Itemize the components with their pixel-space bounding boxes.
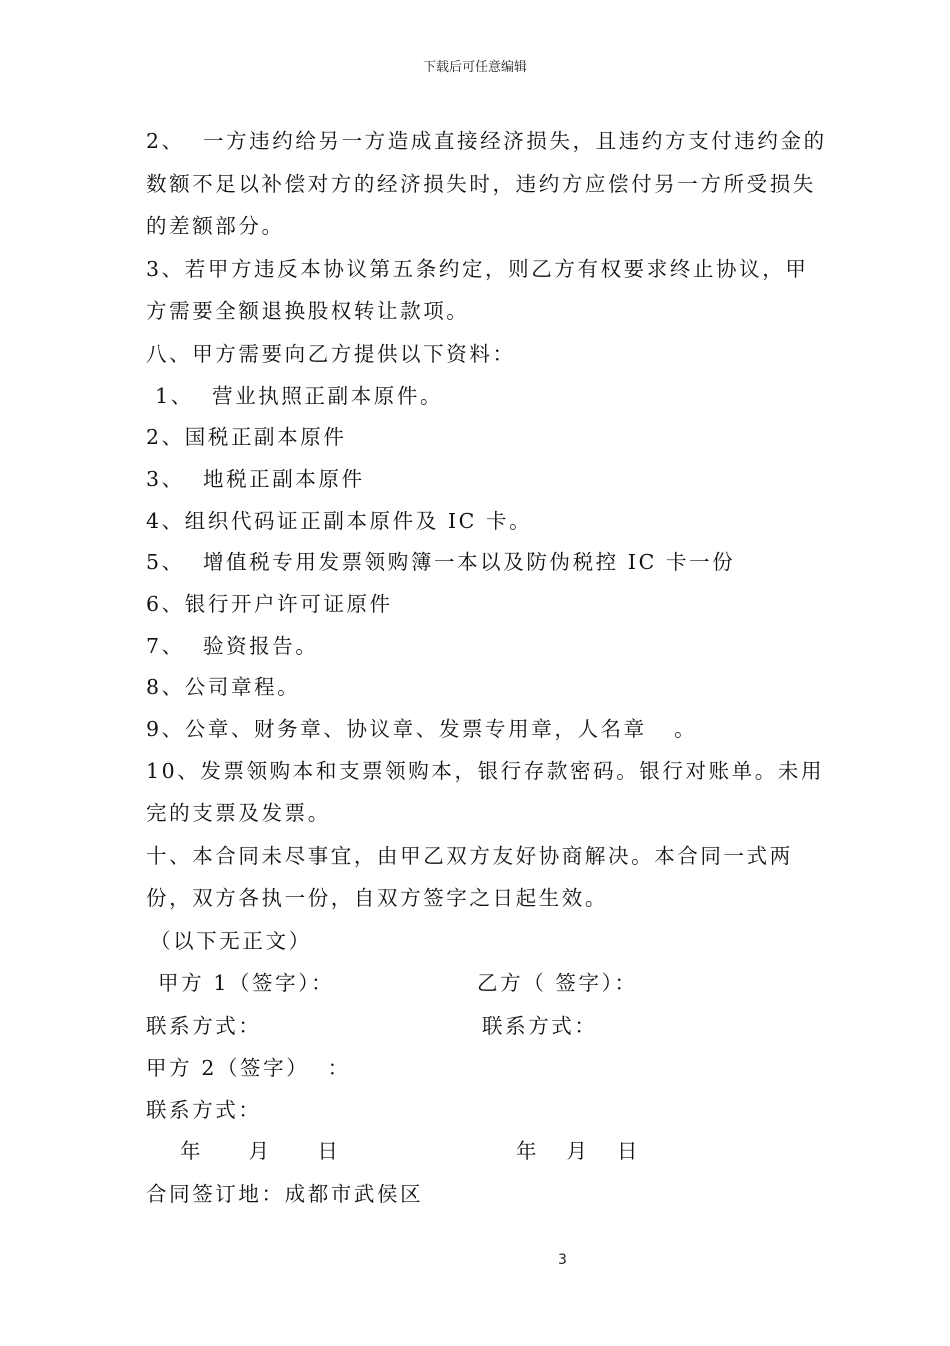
party-a1-signature-label: 甲方 1（签字）： [158,971,335,995]
list-item: 1、 营业执照正副本原件。 [146,384,444,408]
party-b-signature-label: 乙方（ 签字）： [477,971,638,995]
party-a2-contact-label: 联系方式： [146,1098,262,1122]
party-b-contact-label: 联系方式： [482,1014,598,1038]
list-item: 4、组织代码证正副本原件及 IC 卡。 [146,509,533,533]
list-item: 2、国税正副本原件 [146,425,347,449]
section-heading: 八、甲方需要向乙方提供以下资料： [146,342,516,366]
body-line: 3、若甲方违反本协议第五条约定，则乙方有权要求终止协议，甲 [146,257,809,281]
list-item: 9、公章、财务章、协议章、发票专用章，人名章 。 [146,717,698,741]
body-line: 的差额部分。 [146,214,285,238]
list-item: 完的支票及发票。 [146,801,331,825]
party-a2-signature-label: 甲方 2（签字） ： [146,1056,351,1080]
page-number: 3 [558,1252,567,1268]
signing-place: 合同签订地：成都市武侯区 [146,1182,424,1206]
party-a1-contact-label: 联系方式： [146,1014,262,1038]
end-of-text-note: （以下无正文） [150,929,312,953]
body-line: 2、 一方违约给另一方造成直接经济损失，且违约方支付违约金的 [146,129,827,153]
list-item: 6、银行开户许可证原件 [146,592,393,616]
list-item: 7、 验资报告。 [146,634,319,658]
body-line: 份，双方各执一份，自双方签字之日起生效。 [146,886,608,910]
list-item: 5、 增值税专用发票领购簿一本以及防伪税控 IC 卡一份 [146,550,736,574]
list-item: 8、公司章程。 [146,675,301,699]
date-left: 年 月 日 [180,1139,341,1163]
body-line: 方需要全额退换股权转让款项。 [146,299,470,323]
body-line: 数额不足以补偿对方的经济损失时，违约方应偿付另一方所受损失 [146,172,816,196]
list-item: 10、发票领购本和支票领购本，银行存款密码。银行对账单。未用 [146,759,825,783]
list-item: 3、 地税正副本原件 [146,467,365,491]
section-heading: 十、本合同未尽事宜，由甲乙双方友好协商解决。本合同一式两 [146,844,793,868]
date-right: 年 月 日 [516,1139,640,1163]
page-header-note: 下载后可任意编辑 [422,60,527,75]
